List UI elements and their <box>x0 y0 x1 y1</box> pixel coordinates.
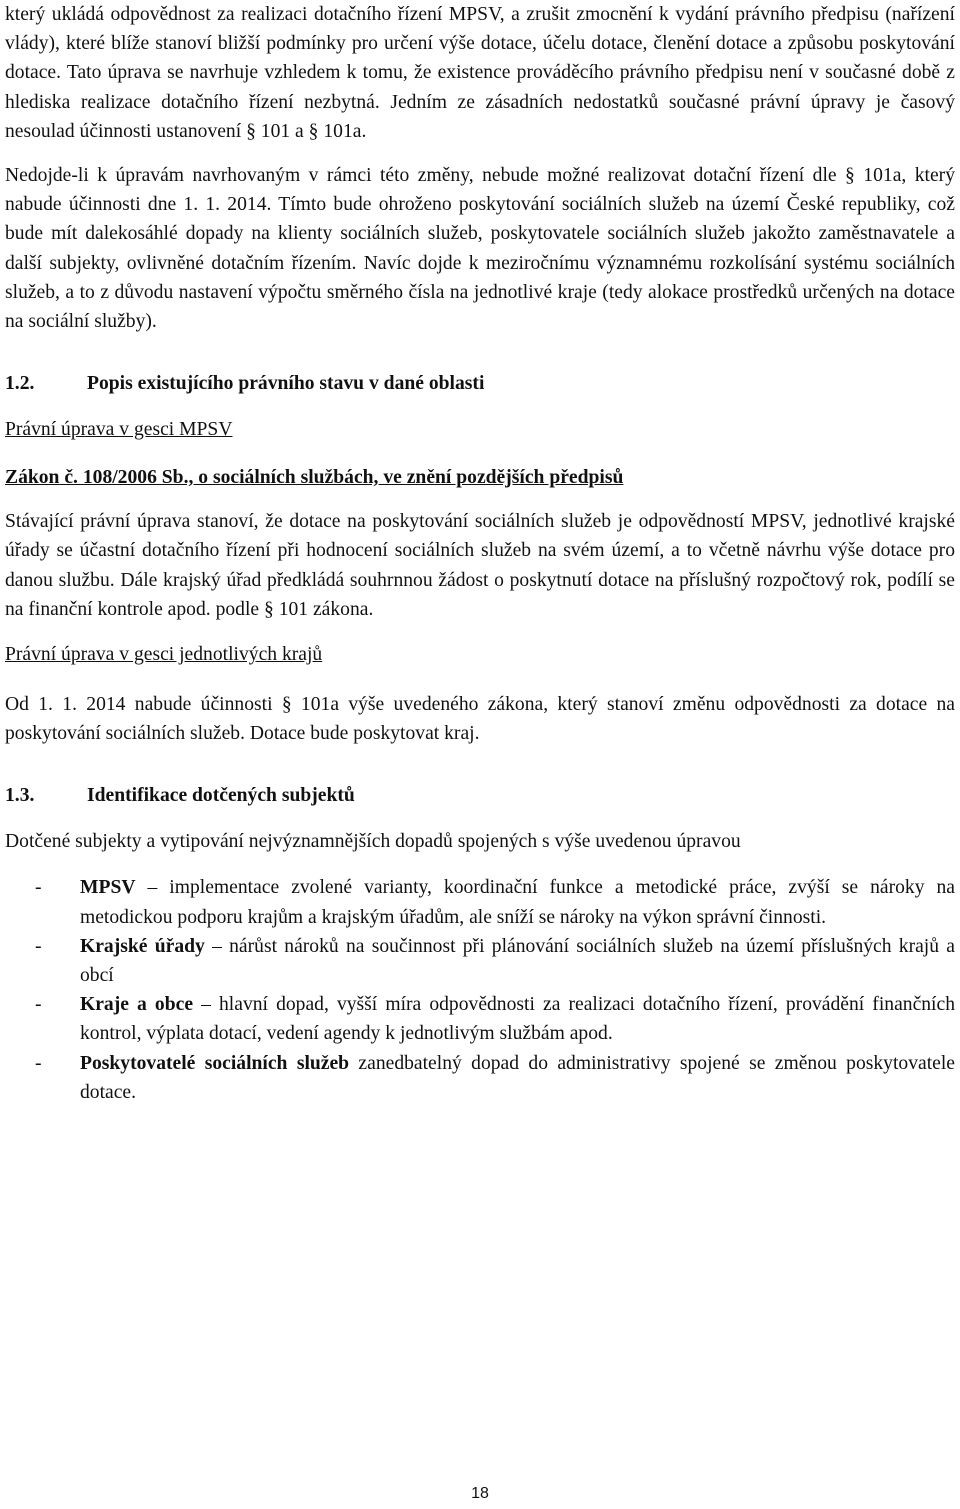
paragraph-from-2014: Od 1. 1. 2014 nabude účinnosti § 101a výše uvedeného zákona, který stanoví změnu odpovědnosti za dotace na poskytování sociálních služeb. Dotace bude poskytovat kraj. <box>5 694 955 745</box>
list-dash: - <box>35 935 42 957</box>
law-title: Zákon č. 108/2006 Sb., o sociálních službách, ve znění pozdějších předpisů <box>5 467 624 489</box>
list-item-text: – implementace zvolené varianty, koordinační funkce a metodické práce, zvýší se nároky na metodickou podporu krajům a krajským úřadům, ale sníží se nároky na výkon správní činnosti. <box>80 877 955 928</box>
page-number: 18 <box>471 1485 489 1502</box>
list-item-term: Krajské úřady <box>80 935 205 957</box>
paragraph-affected-subjects: Dotčené subjekty a vytipování nejvýznamnějších dopadů spojených s výše uvedenou úpravou <box>5 831 741 853</box>
list-item <box>5 873 955 931</box>
section-number: 1.3. <box>5 785 35 807</box>
list-dash: - <box>35 994 42 1016</box>
list-item-term: Poskytovatelé sociálních služeb <box>80 1052 350 1074</box>
list-dash: - <box>35 1052 42 1074</box>
list-item-term: Kraje a obce <box>80 994 194 1016</box>
paragraph-consequences: Nedojde-li k úpravám navrhovaným v rámci této změny, nebude možné realizovat dotační řízení dle § 101a, který nabude účinnosti dne 1. 1. 2014. Tímto bude ohroženo poskytování sociálních služeb na území České republiky, což bude mít dalekosáhlé dopady na klienty sociálních služeb, poskytovatele sociálních služeb jakožto zaměstnavatele a další subjekty, ovlivněné dotačním řízením. Navíc dojde k meziročnímu významnému rozkolísání systému sociálních služeb, a to z důvodu nastavení výpočtu směrného čísla na jednotlivé kraje (tedy alokace prostředků určených na dotace na sociální služby). <box>5 165 955 333</box>
list-item <box>5 932 955 990</box>
list-item-text: – hlavní dopad, vyšší míra odpovědnosti za realizaci dotačního řízení, provádění finančních kontrol, výplata dotací, vedení agendy k jednotlivým službám apod. <box>80 994 955 1045</box>
list-item <box>5 990 955 1048</box>
list-item-text: zanedbatelný dopad do administrativy spojené se změnou poskytovatele dotace. <box>80 1052 955 1103</box>
subheading-regions: Právní úprava v gesci jednotlivých krajů <box>5 644 323 666</box>
section-number: 1.2. <box>5 373 35 395</box>
subheading-mpsv: Právní úprava v gesci MPSV <box>5 419 233 441</box>
section-heading-1-3 <box>5 781 955 811</box>
section-heading-1-2 <box>5 369 955 399</box>
section-title: Popis existujícího právního stavu v dané oblasti <box>87 373 485 395</box>
section-title: Identifikace dotčených subjektů <box>87 785 355 807</box>
document-page <box>5 0 955 1107</box>
list-item-term: MPSV <box>80 877 136 899</box>
list-dash: - <box>35 877 42 899</box>
list-item <box>5 1049 955 1107</box>
affected-subjects-list <box>5 873 955 1107</box>
list-item-text: – nárůst nároků na součinnost při plánování sociálních služeb na území příslušných krajů a obcí <box>80 935 956 987</box>
paragraph-current-law: Stávající právní úprava stanoví, že dotace na poskytování sociálních služeb je odpovědností MPSV, jednotlivé krajské úřady se účastní dotačního řízení při hodnocení sociálních služeb na svém území, a to včetně návrhu výše dotace pro danou službu. Dále krajský úřad předkládá souhrnnou žádost o poskytnutí dotace na příslušný rozpočtový rok, podílí se na finanční kontrole apod. podle § 101 zákona. <box>5 511 955 620</box>
paragraph-intro: který ukládá odpovědnost za realizaci dotačního řízení MPSV, a zrušit zmocnění k vydání právního předpisu (nařízení vlády), které blíže stanoví bližší podmínky pro určení výše dotace, účelu dotace, členění dotace a způsobu poskytování dotace. Tato úprava se navrhuje vzhledem k tomu, že existence prováděcího právního předpisu není v současné době z hlediska realizace dotačního řízení nezbytná. Jedním ze zásadních nedostatků současné právní úpravy je časový nesoulad účinnosti ustanovení § 101 a § 101a. <box>5 4 955 142</box>
